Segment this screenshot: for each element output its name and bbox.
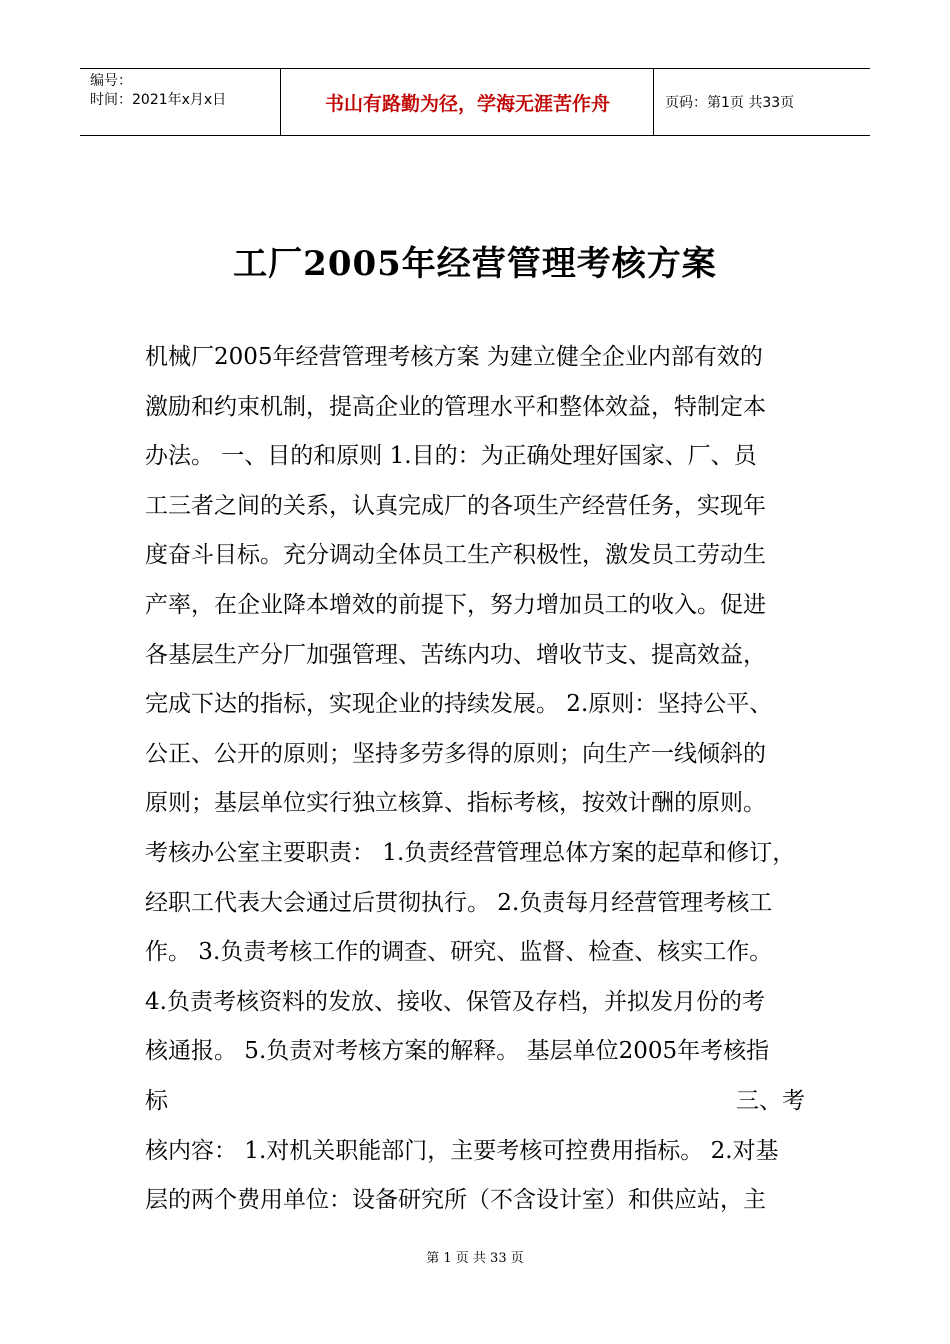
body-line: 机械厂2005年经营管理考核方案 为建立健全企业内部有效的: [145, 344, 763, 370]
body-line: 度奋斗目标。充分调动全体员工生产积极性，激发员工劳动生: [145, 542, 766, 569]
body-line: 激励和约束机制，提高企业的管理水平和整体效益，特制定本: [145, 393, 766, 420]
body-line: 核内容： 1.对机关职能部门，主要考核可控费用指标。 2.对基: [145, 1137, 779, 1164]
body-line: 公正、公开的原则；坚持多劳多得的原则；向生产一线倾斜的: [145, 740, 766, 767]
code-label: 编号：: [90, 73, 132, 89]
body-line: 核通报。 5.负责对考核方案的解释。 基层单位2005年考核指: [145, 1038, 770, 1065]
document-body: [145, 337, 805, 1230]
body-line: 办法。 一、目的和原则 1.目的：为正确处理好国家、厂、员: [145, 443, 757, 470]
body-line: 各基层生产分厂加强管理、苦练内功、增收节支、提高效益，: [145, 641, 766, 668]
document-title: 工厂2005年经营管理考核方案: [233, 244, 717, 284]
body-line: 4.负责考核资料的发放、接收、保管及存档，并拟发月份的考: [145, 988, 765, 1015]
body-line: 作。 3.负责考核工作的调查、研究、监督、检查、核实工作。: [145, 939, 773, 966]
page-footer: 第 1 页 共 33 页: [426, 1251, 524, 1266]
body-line: 产率，在企业降本增效的前提下，努力增加员工的收入。促进: [145, 591, 766, 618]
header-page-info: 页码：第1页 共33页: [665, 95, 795, 111]
body-line: 层的两个费用单位：设备研究所（不含设计室）和供应站，主: [145, 1187, 766, 1214]
header-motto: 书山有路勤为径，学海无涯苦作舟: [282, 69, 654, 135]
body-line-left: 标: [145, 1087, 168, 1114]
header-table: [80, 68, 870, 136]
body-line-justified: [145, 1081, 805, 1131]
body-line: 经职工代表大会通过后贯彻执行。 2.负责每月经营管理考核工: [145, 889, 773, 916]
body-line: 考核办公室主要职责： 1.负责经营管理总体方案的起草和修订，: [145, 839, 796, 866]
body-line: 工三者之间的关系，认真完成厂的各项生产经营任务，实现年: [145, 492, 766, 519]
body-line: 完成下达的指标，实现企业的持续发展。 2.原则：坚持公平、: [145, 691, 773, 718]
body-line-right: 三、考: [736, 1087, 805, 1114]
header-meta-cell: [80, 69, 281, 135]
body-line: 原则；基层单位实行独立核算、指标考核，按效计酬的原则。: [145, 790, 766, 817]
date-label: 时间：2021年x月x日: [90, 92, 227, 108]
